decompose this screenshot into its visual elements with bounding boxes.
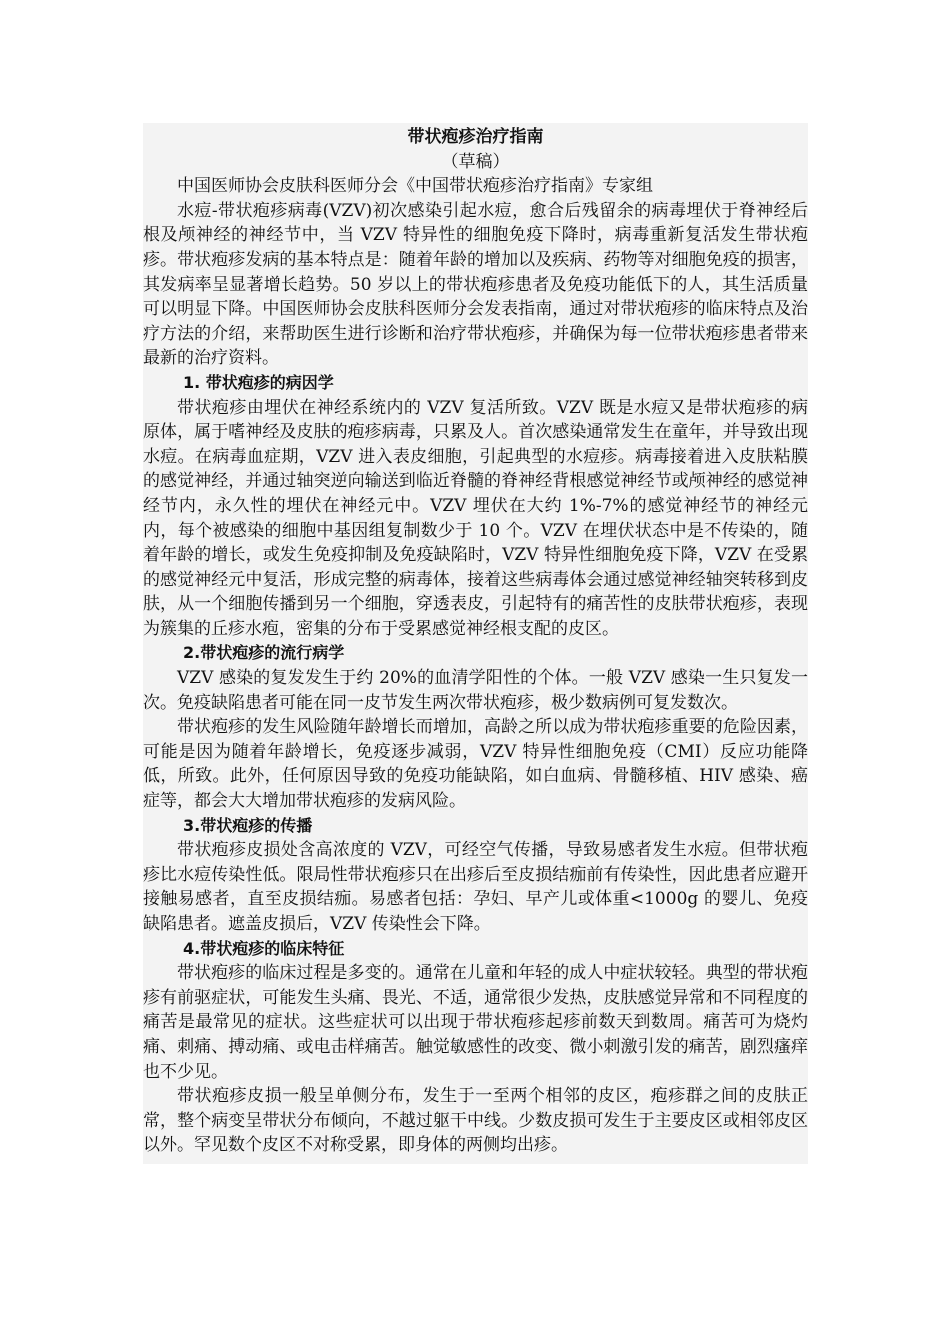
section-paragraph: 带状疱疹皮损处含高浓度的 VZV，可经空气传播，导致易感者发生水痘。但带状疱疹比水痘传染性低。限局性带状疱疹只在出疹后至皮损结痂前有传染性，因此患者应避开接触易感者，直至皮损结痂。易感者包括：孕妇、早产儿或体重<1000g 的婴儿、免疫缺陷患者。遮盖皮损后，VZV 传染性会下降。: [143, 840, 808, 934]
section-paragraph: VZV 感染的复发发生于约 20%的血清学阳性的个体。一般 VZV 感染一生只复发一次。免疫缺陷患者可能在同一皮节发生两次带状疱疹，极少数病例可复发数次。: [143, 668, 808, 713]
intro-paragraph: 水痘-带状疱疹病毒(VZV)初次感染引起水痘，愈合后残留余的病毒埋伏于脊神经后根及颅神经的神经节中，当 VZV 特异性的细胞免疫下降时，病毒重新复活发生带状疱疹。带状疱疹发病的基本特点是：随着年龄的增加以及疾病、药物等对细胞免疫的损害，其发病率呈显著增长趋势。50 岁以上的带状疱疹患者及免疫功能低下的人，其生活质量可以明显下降。中国医师协会皮肤科医师分会发表指南，通过对带状疱疹的临床特点及治疗方法的介绍，来帮助医生进行诊断和治疗带状疱疹，并确保为每一位带状疱疹患者带来最新的治疗资料。: [143, 200, 808, 369]
section-paragraph: 带状疱疹皮损一般呈单侧分布，发生于一至两个相邻的皮区，疱疹群之间的皮肤正常，整个病变呈带状分布倾向，不越过躯干中线。少数皮损可发生于主要皮区或相邻皮区以外。罕见数个皮区不对称受累，即身体的两侧均出疹。: [143, 1086, 808, 1156]
section-heading: 2.带状疱疹的流行病学: [183, 643, 345, 663]
section-paragraph: 带状疱疹的临床过程是多变的。通常在儿童和年轻的成人中症状较轻。典型的带状疱疹有前驱症状，可能发生头痛、畏光、不适，通常很少发热，皮肤感觉异常和不同程度的痛苦是最常见的症状。这些症状可以出现于带状疱疹起疹前数天到数周。痛苦可为烧灼痛、刺痛、搏动痛、或电击样痛苦。触觉敏感性的改变、微小刺激引发的痛苦，剧烈瘙痒也不少见。: [143, 963, 808, 1082]
section-heading: 1. 带状疱疹的病因学: [183, 372, 334, 392]
document-title: 带状疱疹治疗指南: [407, 127, 544, 147]
section-paragraph: 带状疱疹的发生风险随年龄增长而增加，高龄之所以成为带状疱疹重要的危险因素，可能是因为随着年龄增长，免疫逐步减弱，VZV 特异性细胞免疫（CMI）反应功能降低，所致。此外，任何原因导致的免疫功能缺陷，如白血病、骨髓移植、HIV 感染、癌症等，都会大大增加带状疱疹的发病风险。: [143, 717, 808, 812]
document-authors: 中国医师协会皮肤科医师分会《中国带状疱疹治疗指南》专家组: [177, 176, 653, 197]
document-subtitle: （草稿）: [441, 151, 510, 172]
document-page: [143, 123, 808, 1164]
section-heading: 4.带状疱疹的临床特征: [183, 938, 345, 958]
section-heading: 3.带状疱疹的传播: [183, 815, 313, 835]
section-paragraph: 带状疱疹由埋伏在神经系统内的 VZV 复活所致。VZV 既是水痘又是带状疱疹的病原体，属于嗜神经及皮肤的疱疹病毒，只累及人。首次感染通常发生在童年，并导致出现水痘。在病毒血症期，VZV 进入表皮细胞，引起典型的水痘疹。病毒接着进入皮肤粘膜的感觉神经，并通过轴突逆向输送到临近脊髓的脊神经背根感觉神经节或颅神经的感觉神经节内，永久性的埋伏在神经元中。VZV 埋伏在大约 1%-7%的感觉神经节的神经元内，每个被感染的细胞中基因组复制数少于 10 个。VZV 在埋伏状态中是不传染的，随着年龄的增长，或发生免疫抑制及免疫缺陷时，VZV 特异性细胞免疫下降，VZV 在受累的感觉神经元中复活，形成完整的病毒体，接着这些病毒体会通过感觉神经轴突转移到皮肤，从一个细胞传播到另一个细胞，穿透表皮，引起特有的痛苦性的皮肤带状疱疹，表现为簇集的丘疹水疱，密集的分布于受累感觉神经根支配的皮区。: [143, 397, 808, 639]
